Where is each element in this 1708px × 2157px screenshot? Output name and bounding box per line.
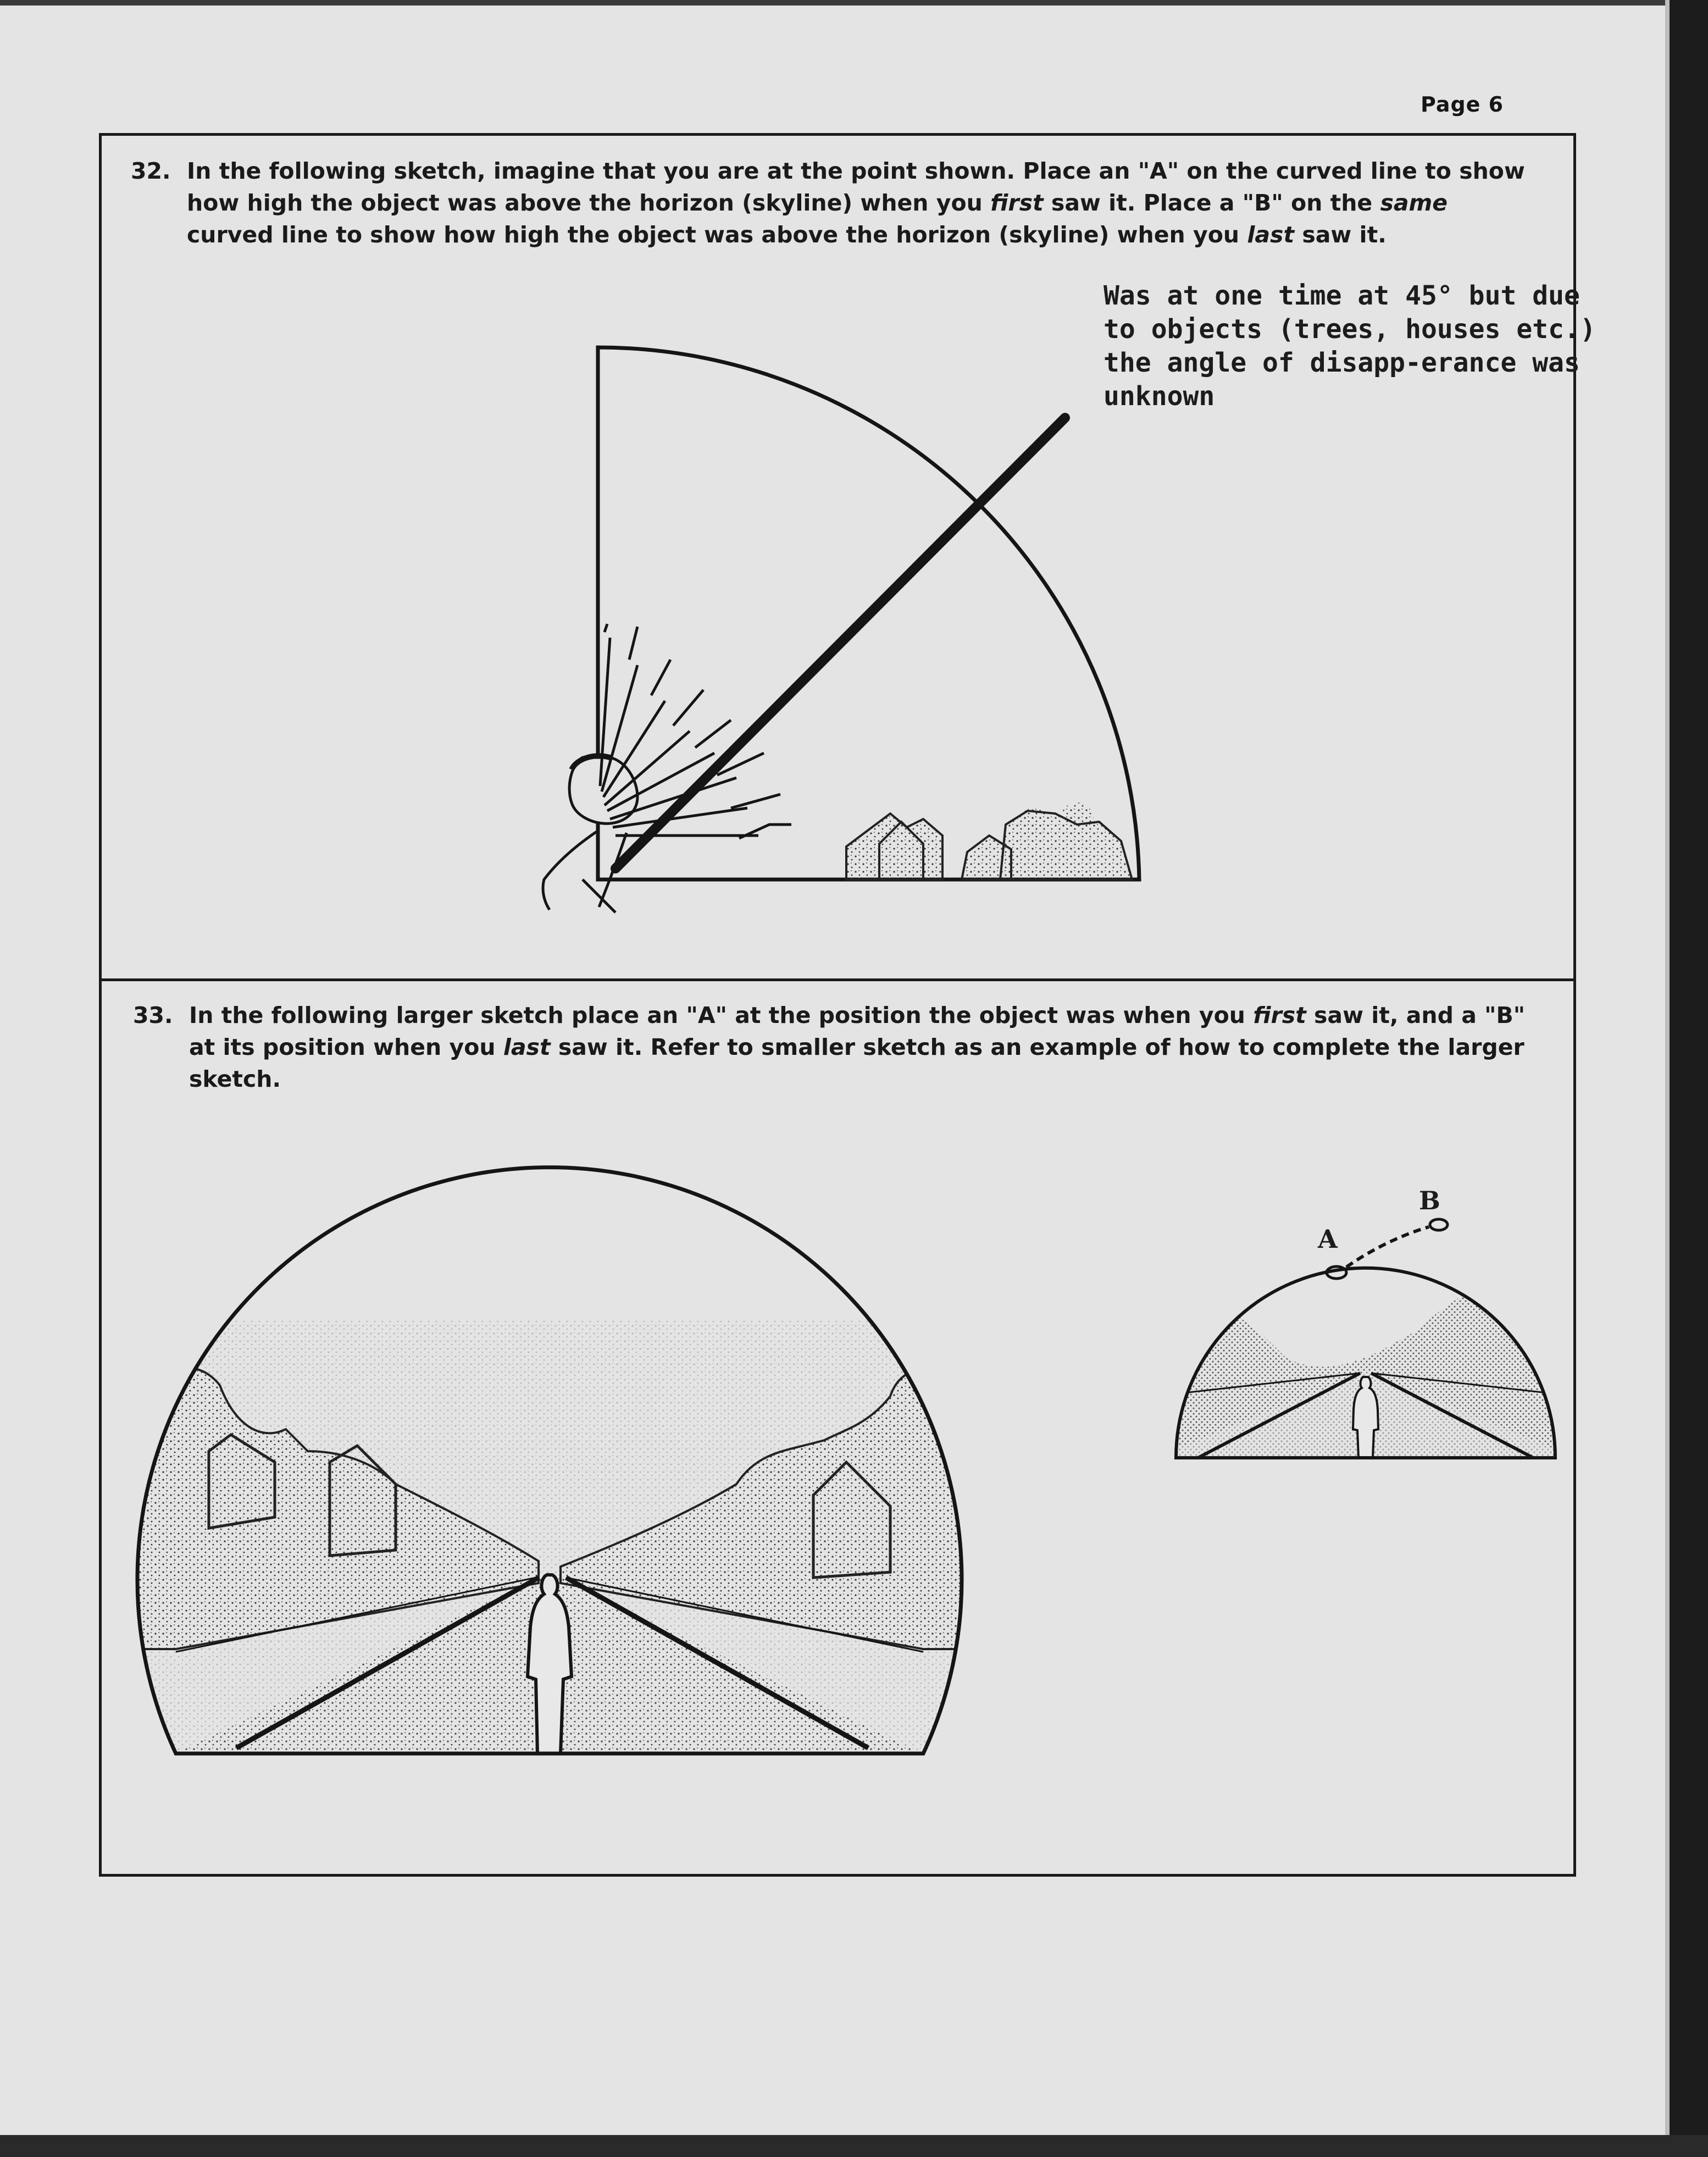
page-number: Page 6 xyxy=(1421,92,1504,117)
question-number: 33. xyxy=(133,1002,173,1028)
question-text: In the following larger sketch place an "A" at the position the object was when you first saw it, and a "B" at its position when you last saw it. Refer to smaller sketch as an example of how to complete the larger sketch. xyxy=(189,1002,1526,1092)
question-text: In the following sketch, imagine that you are at the point shown. Place an "A" on the curved line to show how high the object was above the horizon (skyline) when you first saw it. Place a "B" on the same curved line to show how high the object was above the horizon (skyline) when you last saw it. xyxy=(187,158,1525,248)
label-a: A xyxy=(1318,1224,1338,1254)
skyline-houses xyxy=(846,803,1132,880)
typed-annotation: Was at one time at 45° but due to objects (trees, houses etc.) the angle of disapp-erance was unknown xyxy=(1103,280,1596,412)
question-number: 32. xyxy=(131,158,171,184)
pointing-rod xyxy=(615,418,1065,869)
example-dome-sketch xyxy=(1154,1186,1577,1458)
marker-b xyxy=(1430,1219,1448,1230)
quarter-circle-sketch xyxy=(543,347,1139,912)
large-dome-sketch xyxy=(132,1168,967,1759)
label-b: B xyxy=(1419,1186,1440,1215)
pointing-person xyxy=(543,624,791,912)
